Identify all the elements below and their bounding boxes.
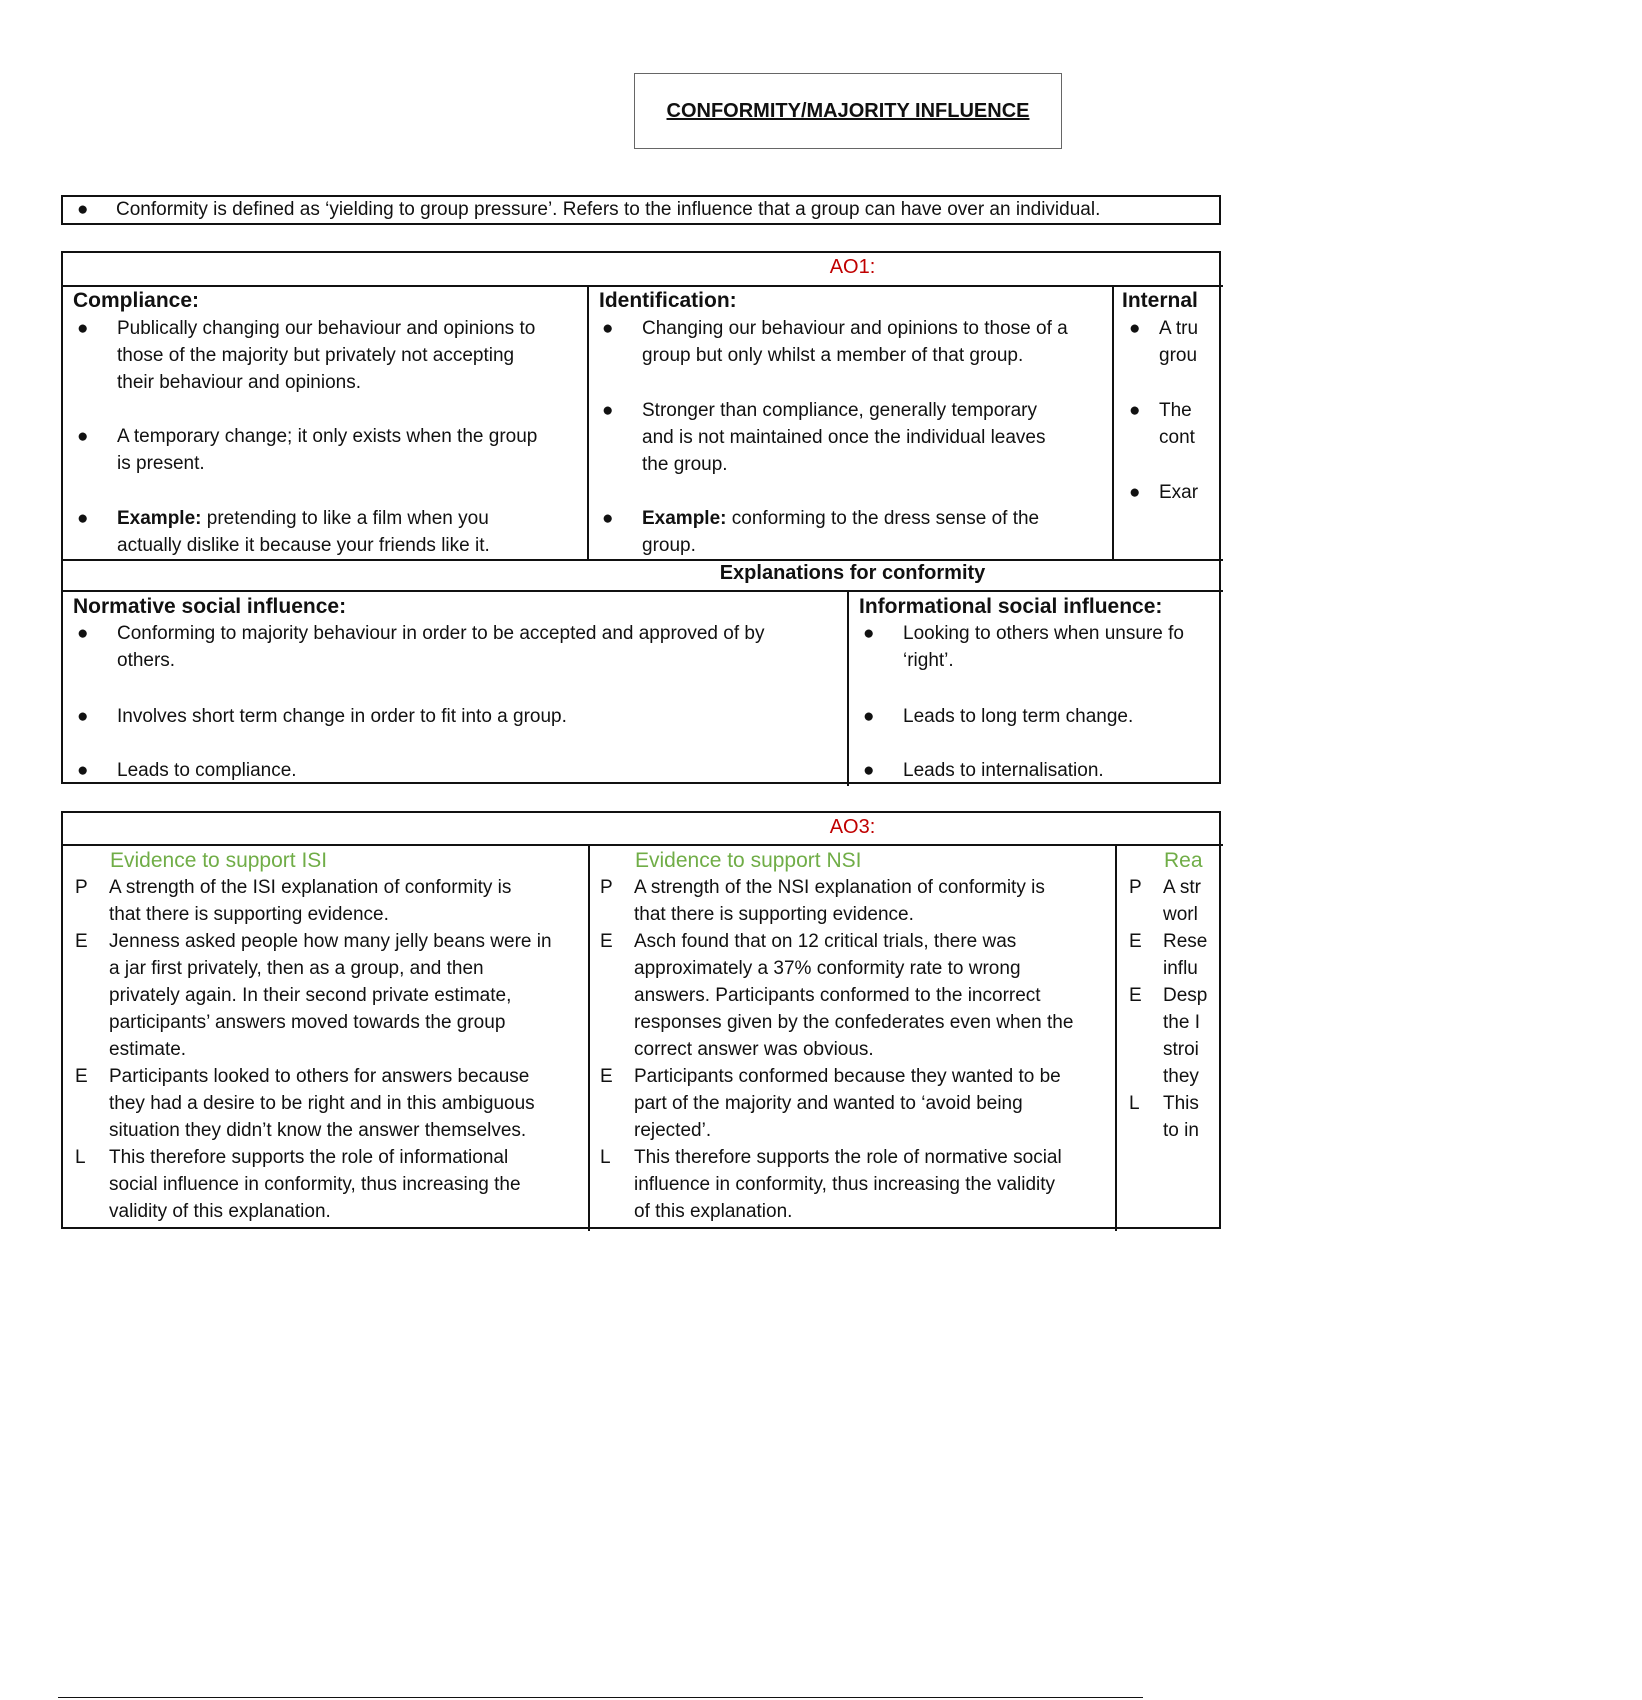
bullet-icon: ● xyxy=(77,623,89,644)
peel-line: social influence in conformity, thus increasing the xyxy=(109,1174,521,1195)
bullet-icon: ● xyxy=(77,199,89,220)
peel-label: L xyxy=(75,1147,86,1168)
divider xyxy=(847,590,849,786)
peel-line: influence in conformity, thus increasing the validity xyxy=(634,1174,1056,1195)
ao1-table xyxy=(61,251,1221,784)
peel-line: to in xyxy=(1163,1120,1199,1141)
internalisation-title: Internal xyxy=(1122,289,1198,312)
bullet-icon: ● xyxy=(77,706,89,727)
peel-line: A strength of the NSI explanation of conformity is xyxy=(634,877,1045,898)
bullet-line: A temporary change; it only exists when the group xyxy=(117,426,538,447)
definition-text: Conformity is defined as ‘yielding to group pressure’. Refers to the influence that a group can have over an individual. xyxy=(116,199,1101,220)
peel-label: L xyxy=(600,1147,611,1168)
bullet-line: actually dislike it because your friends like it. xyxy=(117,535,490,556)
divider xyxy=(588,844,590,1231)
peel-line: This therefore supports the role of informational xyxy=(109,1147,509,1168)
nsi-title: Normative social influence: xyxy=(73,595,347,618)
peel-line: privately again. In their second private estimate, xyxy=(109,985,512,1006)
compliance-title: Compliance: xyxy=(73,289,200,312)
bullet-icon: ● xyxy=(602,400,614,421)
peel-line: Desp xyxy=(1163,985,1208,1006)
peel-label: E xyxy=(75,931,88,952)
example-text: conforming to the dress sense of the xyxy=(726,508,1040,529)
bullet-icon: ● xyxy=(77,760,89,781)
bullet-line: is present. xyxy=(117,453,205,474)
peel-line: A str xyxy=(1163,877,1202,898)
peel-line: Participants looked to others for answers because xyxy=(109,1066,530,1087)
peel-line: answers. Participants conformed to the incorrect xyxy=(634,985,1041,1006)
bullet-line: Involves short term change in order to fit into a group. xyxy=(117,706,567,727)
peel-line: situation they didn’t know the answer themselves. xyxy=(109,1120,527,1141)
peel-line: approximately a 37% conformity rate to wrong xyxy=(634,958,1021,979)
peel-line: part of the majority and wanted to ‘avoid being xyxy=(634,1093,1023,1114)
bullet-line: Exar xyxy=(1159,482,1199,503)
peel-line: rejected’. xyxy=(634,1120,712,1141)
bullet-icon: ● xyxy=(602,508,614,529)
peel-line: of this explanation. xyxy=(634,1201,793,1222)
bullet-line: cont xyxy=(1159,427,1195,448)
bullet-icon: ● xyxy=(602,318,614,339)
explanations-header: Explanations for conformity xyxy=(719,562,986,584)
peel-line: a jar first privately, then as a group, and then xyxy=(109,958,484,979)
bullet-line: group but only whilst a member of that group. xyxy=(642,345,1024,366)
title-box xyxy=(634,73,1062,149)
bullet-line: Leads to compliance. xyxy=(117,760,297,781)
footer-rule xyxy=(58,1697,1143,1698)
peel-line: worl xyxy=(1163,904,1198,925)
bullet-line: Changing our behaviour and opinions to those of a xyxy=(642,318,1068,339)
divider xyxy=(1115,844,1117,1231)
peel-line: influ xyxy=(1163,958,1198,979)
bullet-line: The xyxy=(1159,400,1192,421)
peel-label: L xyxy=(1129,1093,1140,1114)
bullet-icon: ● xyxy=(1129,318,1141,339)
identification-title: Identification: xyxy=(599,289,737,312)
divider xyxy=(63,590,1223,592)
peel-label: E xyxy=(600,931,613,952)
isi-evidence-heading: Evidence to support ISI xyxy=(110,849,328,872)
example-label: Example: xyxy=(117,508,202,529)
nsi-evidence-heading: Evidence to support NSI xyxy=(635,849,862,872)
peel-line: they xyxy=(1163,1066,1199,1087)
ao3-table xyxy=(61,811,1221,1229)
peel-line: the I xyxy=(1163,1012,1200,1033)
peel-label: P xyxy=(1129,877,1142,898)
bullet-icon: ● xyxy=(863,760,875,781)
bullet-line: Stronger than compliance, generally temporary xyxy=(642,400,1037,421)
divider xyxy=(1112,285,1114,561)
bullet-line: A tru xyxy=(1159,318,1199,339)
bullet-line: those of the majority but privately not accepting xyxy=(117,345,515,366)
peel-line: validity of this explanation. xyxy=(109,1201,331,1222)
bullet-icon: ● xyxy=(77,318,89,339)
ao1-header: AO1: xyxy=(829,256,876,278)
example-text: pretending to like a film when you xyxy=(201,508,489,529)
bullet-line: the group. xyxy=(642,454,728,475)
example-label: Example: xyxy=(642,508,727,529)
bullet-line: Leads to long term change. xyxy=(903,706,1134,727)
peel-line: responses given by the confederates even when the xyxy=(634,1012,1074,1033)
peel-line: they had a desire to be right and in this ambiguous xyxy=(109,1093,535,1114)
bullet-line: their behaviour and opinions. xyxy=(117,372,362,393)
peel-line: Participants conformed because they wanted to be xyxy=(634,1066,1061,1087)
definition-box xyxy=(61,195,1221,225)
bullet-line: Leads to internalisation. xyxy=(903,760,1104,781)
ao3-header: AO3: xyxy=(829,816,876,838)
peel-line: that there is supporting evidence. xyxy=(634,904,914,925)
bullet-line: Publically changing our behaviour and opinions to xyxy=(117,318,536,339)
divider xyxy=(587,285,589,561)
peel-label: E xyxy=(75,1066,88,1087)
peel-line: stroi xyxy=(1163,1039,1199,1060)
bullet-line: Looking to others when unsure fo xyxy=(903,623,1184,644)
isi-title: Informational social influence: xyxy=(859,595,1163,618)
peel-label: P xyxy=(75,877,88,898)
peel-line: correct answer was obvious. xyxy=(634,1039,874,1060)
peel-line: A strength of the ISI explanation of conformity is xyxy=(109,877,512,898)
peel-label: P xyxy=(600,877,613,898)
real-world-heading: Rea xyxy=(1164,849,1203,872)
peel-line: Rese xyxy=(1163,931,1208,952)
bullet-icon: ● xyxy=(77,508,89,529)
bullet-line: grou xyxy=(1159,345,1198,366)
peel-label: E xyxy=(600,1066,613,1087)
peel-label: E xyxy=(1129,985,1142,1006)
peel-line: Asch found that on 12 critical trials, there was xyxy=(634,931,1017,952)
peel-line: participants’ answers moved towards the group xyxy=(109,1012,506,1033)
divider xyxy=(63,844,1223,846)
bullet-icon: ● xyxy=(1129,482,1141,503)
peel-line: Jenness asked people how many jelly beans were in xyxy=(109,931,552,952)
peel-line: This xyxy=(1163,1093,1199,1114)
bullet-icon: ● xyxy=(77,426,89,447)
bullet-line: group. xyxy=(642,535,696,556)
peel-line: that there is supporting evidence. xyxy=(109,904,389,925)
bullet-line: others. xyxy=(117,650,176,671)
bullet-icon: ● xyxy=(863,623,875,644)
bullet-line: Conforming to majority behaviour in order to be accepted and approved of by xyxy=(117,623,765,644)
peel-label: E xyxy=(1129,931,1142,952)
peel-line: This therefore supports the role of normative social xyxy=(634,1147,1062,1168)
bullet-line: ‘right’. xyxy=(903,650,954,671)
page-title: CONFORMITY/MAJORITY INFLUENCE xyxy=(666,99,1030,122)
bullet-icon: ● xyxy=(1129,400,1141,421)
bullet-line: and is not maintained once the individual leaves xyxy=(642,427,1046,448)
peel-line: estimate. xyxy=(109,1039,187,1060)
bullet-icon: ● xyxy=(863,706,875,727)
